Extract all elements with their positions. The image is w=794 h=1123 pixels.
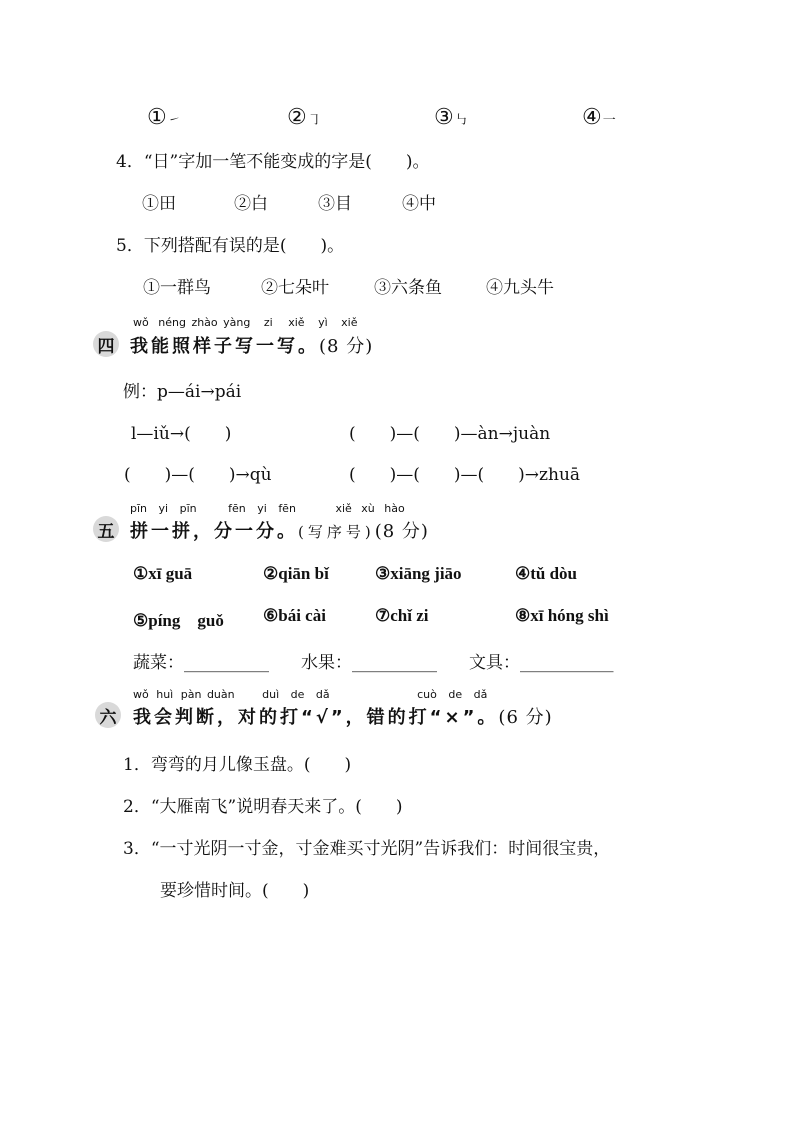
item-5: ⑤píng guǒ xyxy=(133,611,224,630)
exercise-3: ( )—( )→qù xyxy=(124,465,272,485)
question-5: 5．下列搭配有误的是( )。 xyxy=(116,236,345,256)
example: 例：p—ái→pái xyxy=(123,382,242,402)
section-5-badge: 五 xyxy=(93,516,119,542)
item-6: ⑥bái cài xyxy=(263,606,326,625)
item-3: ③xiāng jiāo xyxy=(375,564,462,583)
option-3: ③㇉ xyxy=(434,105,468,130)
section-4-title: 我能照样子写一写。(8 分) xyxy=(130,336,374,357)
option-1: ①㇀ xyxy=(147,105,181,130)
question-4: 4．“日”字加一笔不能变成的字是( )。 xyxy=(116,152,430,172)
category-vegetables[interactable]: 蔬菜：__________ xyxy=(133,653,269,673)
pinyin: wǒ néng zhào yàng zi xiě yì xiě xyxy=(133,316,358,329)
item-8: ⑧xī hóng shì xyxy=(515,606,609,625)
item-7: ⑦chǐ zi xyxy=(375,606,429,625)
item-2: ②qiān bǐ xyxy=(263,564,329,583)
q4-option-3: ③目 xyxy=(318,194,352,214)
q4-option-2: ②白 xyxy=(234,194,268,214)
pinyin: pīn yi pīn fēn yi fēn xiě xù hào xyxy=(130,502,405,515)
section-5-title: 拼一拼，分一分。(写序号)(8 分) xyxy=(130,521,429,542)
judge-item-1: 1．弯弯的月儿像玉盘。( ) xyxy=(123,755,352,775)
q5-option-2: ②七朵叶 xyxy=(261,278,329,298)
exercise-2: ( )—( )—àn→juàn xyxy=(349,424,551,444)
q4-option-4: ④中 xyxy=(402,194,436,214)
category-stationery[interactable]: 文具：___________ xyxy=(469,653,614,673)
q5-option-1: ①一群鸟 xyxy=(143,278,211,298)
q5-option-4: ④九头牛 xyxy=(486,278,554,298)
judge-item-2: 2．“大雁南飞”说明春天来了。( ) xyxy=(123,797,403,817)
section-4-badge: 四 xyxy=(93,331,119,357)
section-6-title: 我会判断，对的打“√”，错的打“×”。(6 分) xyxy=(133,707,553,728)
exercise-1: l—iǔ→( ) xyxy=(131,424,232,444)
category-fruits[interactable]: 水果：__________ xyxy=(301,653,437,673)
section-6-badge: 六 xyxy=(95,702,121,728)
q5-option-3: ③六条鱼 xyxy=(374,278,442,298)
option-2: ②㇆ xyxy=(287,105,321,130)
exercise-4: ( )—( )—( )→zhuā xyxy=(349,465,581,485)
pinyin: wǒ huì pàn duàn duì de dǎ cuò de dǎ xyxy=(133,688,488,701)
item-1: ①xī guā xyxy=(133,564,193,583)
judge-item-3: 3．“一寸光阴一寸金，寸金难买寸光阴”告诉我们：时间很宝贵， xyxy=(123,839,611,859)
judge-item-3-cont: 要珍惜时间。( ) xyxy=(160,881,310,901)
q4-option-1: ①田 xyxy=(142,194,176,214)
item-4: ④tǔ dòu xyxy=(515,564,578,583)
option-4: ④一 xyxy=(582,105,616,130)
